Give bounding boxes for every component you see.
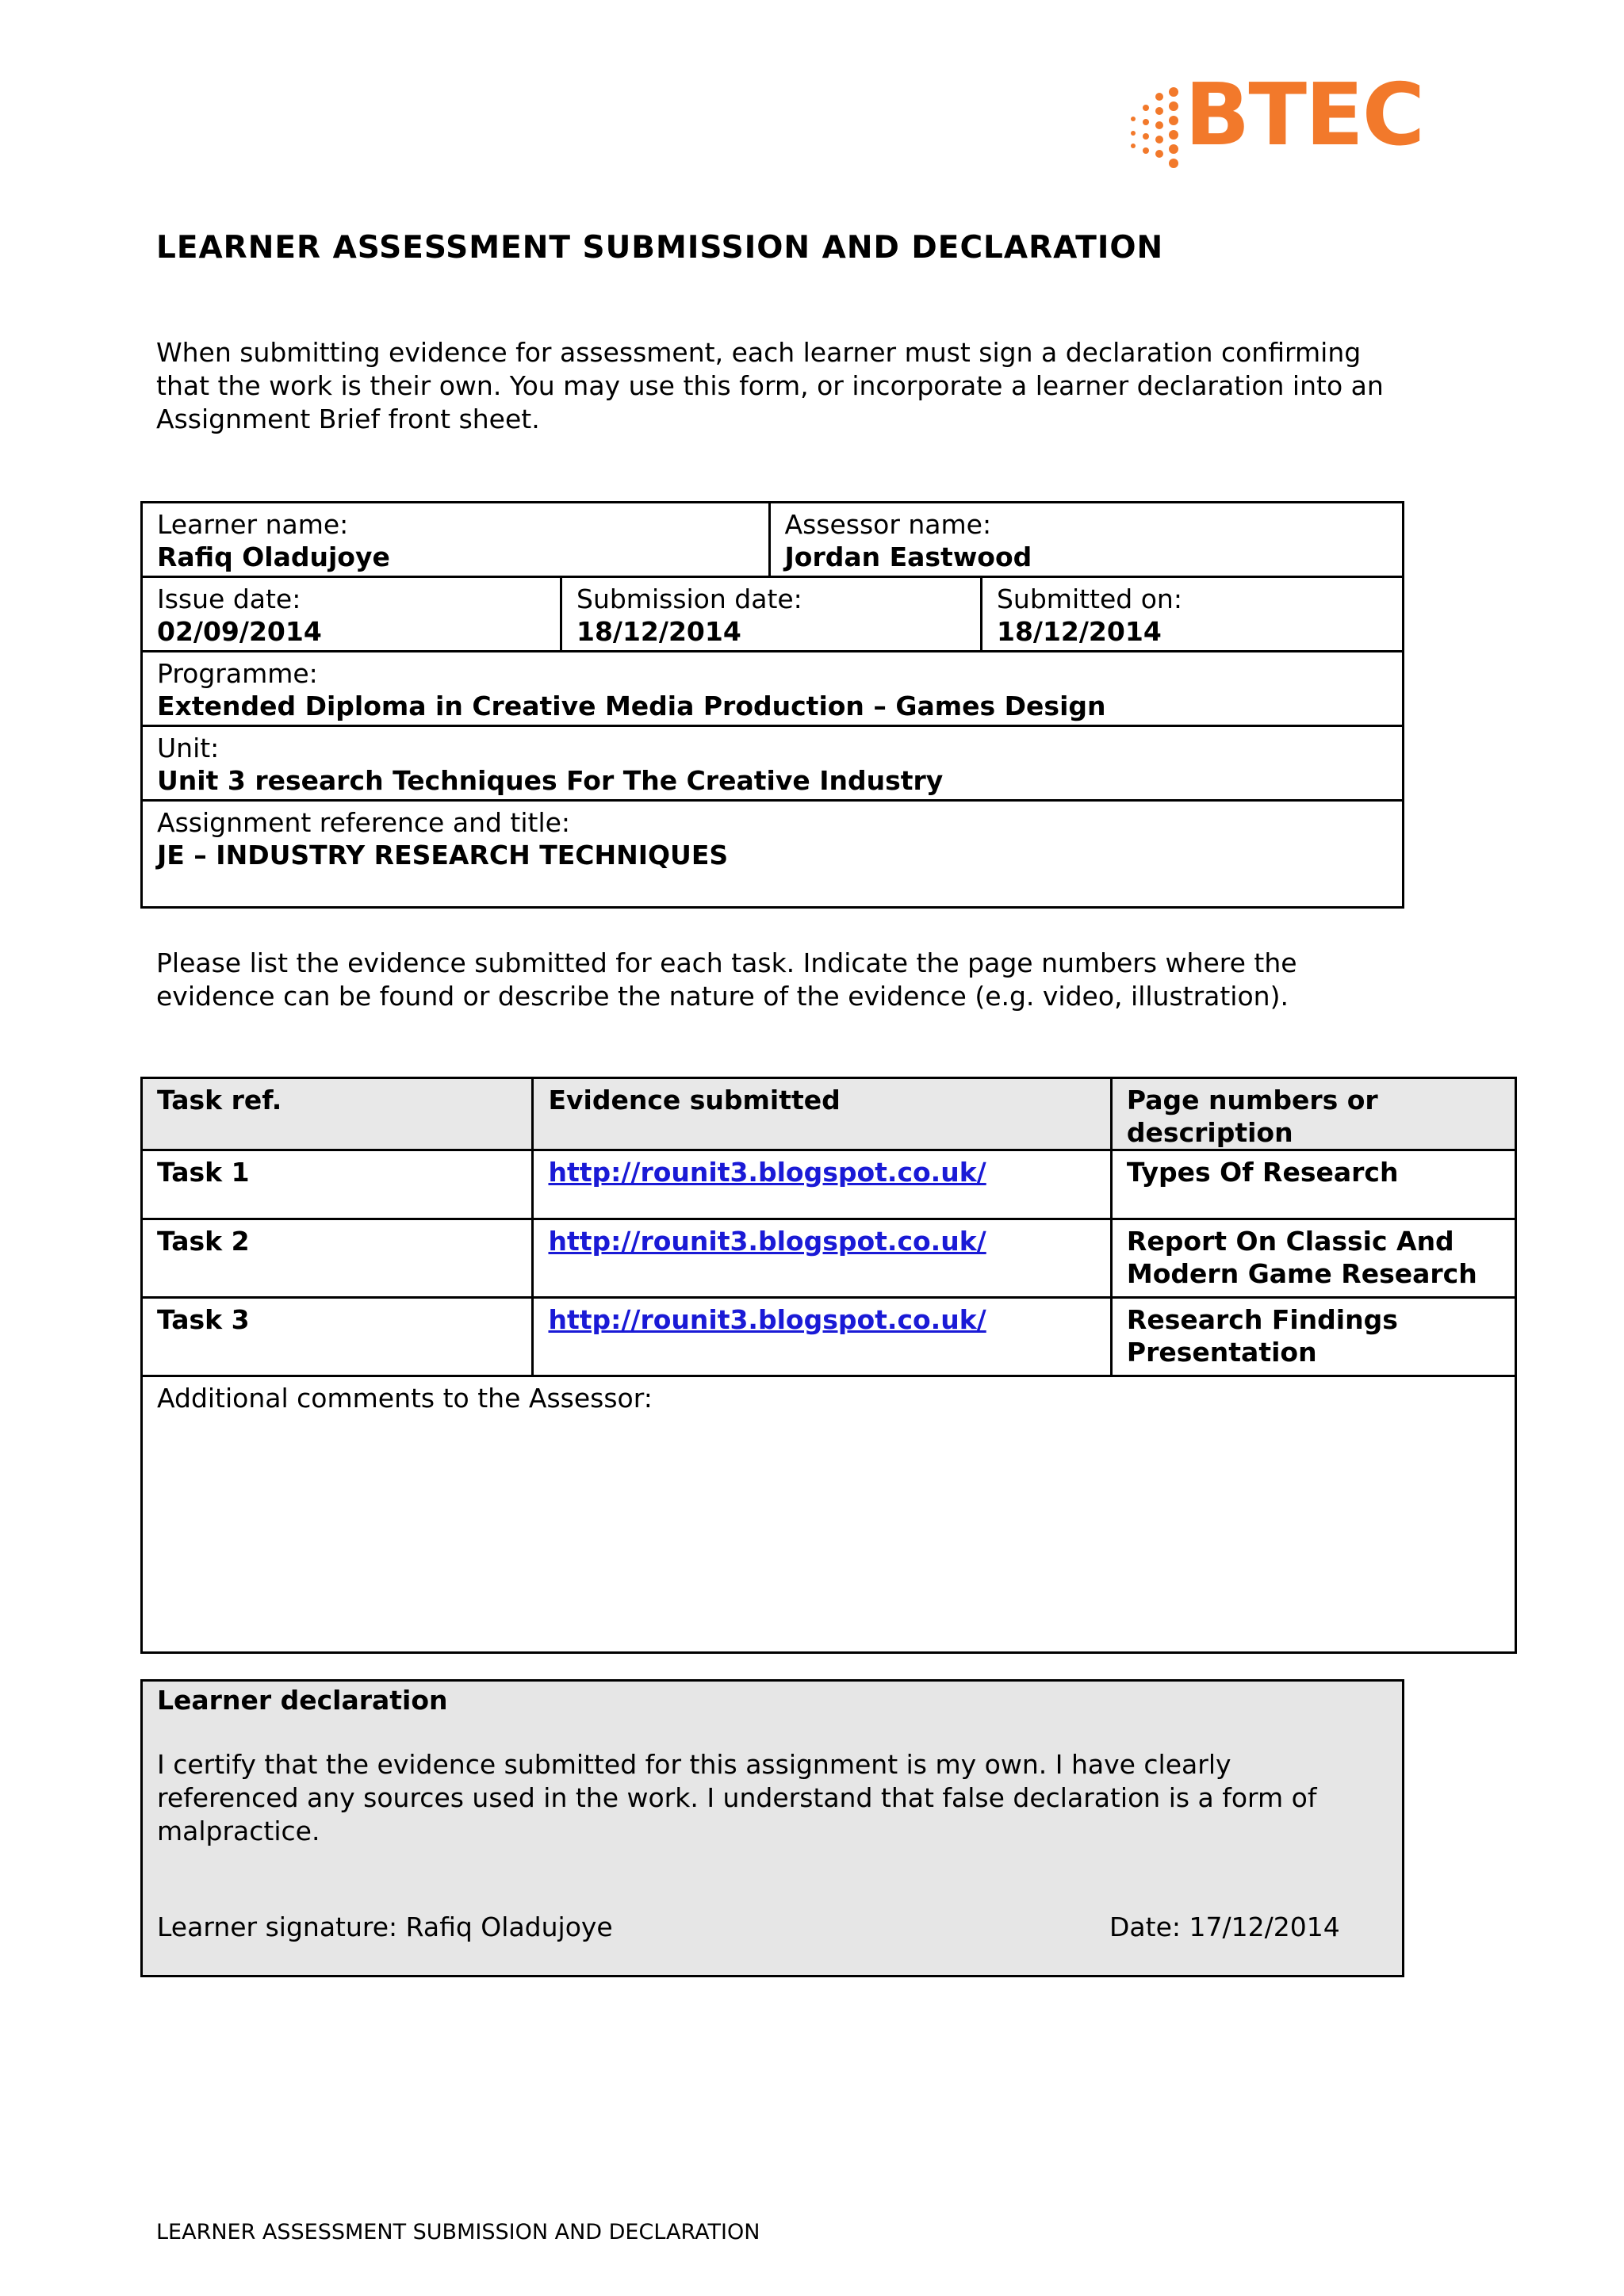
learner-name-value: Rafiq Oladujoye — [157, 541, 390, 572]
assignment-cell — [142, 801, 1404, 908]
submitted-on-label: Submitted on: — [996, 584, 1182, 614]
table-row — [142, 1219, 1516, 1298]
submitted-on-value: 18/12/2014 — [996, 616, 1162, 647]
evidence-instructions: Please list the evidence submitted for each task. Indicate the page numbers where the evidence can be found or describe the nature of the evidence (e.g. video, illustration). — [156, 947, 1297, 1012]
btec-logo — [1124, 66, 1426, 182]
logo-text: BTEC — [1185, 66, 1424, 165]
task-ref: Task 2 — [142, 1219, 533, 1298]
programme-cell — [142, 652, 1404, 726]
declaration-heading: Learner declaration — [157, 1685, 448, 1716]
evidence-table — [140, 1077, 1517, 1654]
task-ref: Task 1 — [142, 1150, 533, 1219]
issue-date-value: 02/09/2014 — [157, 616, 322, 647]
assignment-label: Assignment reference and title: — [157, 807, 571, 838]
submitted-on-cell — [981, 577, 1403, 652]
programme-label: Programme: — [157, 658, 318, 689]
assignment-value: JE – INDUSTRY RESEARCH TECHNIQUES — [157, 840, 729, 871]
issue-date-label: Issue date: — [157, 584, 301, 614]
evidence-link[interactable]: http://rounit3.blogspot.co.uk/ — [548, 1226, 986, 1257]
learner-signature: Learner signature: Rafiq Oladujoye — [157, 1911, 613, 1942]
submission-date-value: 18/12/2014 — [576, 616, 741, 647]
dot-pattern-icon — [1124, 86, 1188, 173]
learner-info-table — [140, 501, 1404, 909]
additional-comments-label: Additional comments to the Assessor: — [157, 1383, 653, 1414]
evidence-description: Report On Classic And Modern Game Research — [1111, 1219, 1515, 1298]
additional-comments-cell[interactable] — [142, 1376, 1516, 1653]
learner-name-label: Learner name: — [157, 509, 349, 540]
table-header-row — [142, 1078, 1516, 1150]
column-header-evidence: Evidence submitted — [533, 1078, 1111, 1150]
page-footer: LEARNER ASSESSMENT SUBMISSION AND DECLARATION — [156, 2220, 760, 2244]
unit-value: Unit 3 research Techniques For The Creative Industry — [157, 765, 944, 796]
assessor-name-cell — [769, 503, 1404, 577]
column-header-task: Task ref. — [142, 1078, 533, 1150]
declaration-text: I certify that the evidence submitted for this assignment is my own. I have clearly referenced any sources used in the work. I understand that false declaration is a form of malpractice. — [157, 1749, 1317, 1846]
unit-cell — [142, 726, 1404, 801]
learner-name-cell — [142, 503, 770, 577]
submission-date-label: Submission date: — [576, 584, 802, 614]
evidence-description: Types Of Research — [1111, 1150, 1515, 1219]
programme-value: Extended Diploma in Creative Media Production – Games Design — [157, 691, 1106, 721]
evidence-link[interactable]: http://rounit3.blogspot.co.uk/ — [548, 1157, 986, 1188]
unit-label: Unit: — [157, 733, 220, 763]
table-row — [142, 1298, 1516, 1376]
page-title: LEARNER ASSESSMENT SUBMISSION AND DECLARATION — [156, 230, 1164, 266]
evidence-description: Research Findings Presentation — [1111, 1298, 1515, 1376]
assessor-name-value: Jordan Eastwood — [784, 541, 1032, 572]
learner-declaration-box — [140, 1679, 1404, 1977]
assessor-name-label: Assessor name: — [784, 509, 992, 540]
task-ref: Task 3 — [142, 1298, 533, 1376]
intro-paragraph: When submitting evidence for assessment, each learner must sign a declaration confirming that the work is their own. You may use this form, or incorporate a learner declaration into an Assignment Brief front sheet. — [156, 337, 1384, 434]
declaration-date: Date: 17/12/2014 — [1109, 1911, 1340, 1942]
evidence-link[interactable]: http://rounit3.blogspot.co.uk/ — [548, 1304, 986, 1335]
column-header-description: Page numbers or description — [1111, 1078, 1515, 1150]
issue-date-cell — [142, 577, 561, 652]
table-row — [142, 1150, 1516, 1219]
submission-date-cell — [561, 577, 982, 652]
